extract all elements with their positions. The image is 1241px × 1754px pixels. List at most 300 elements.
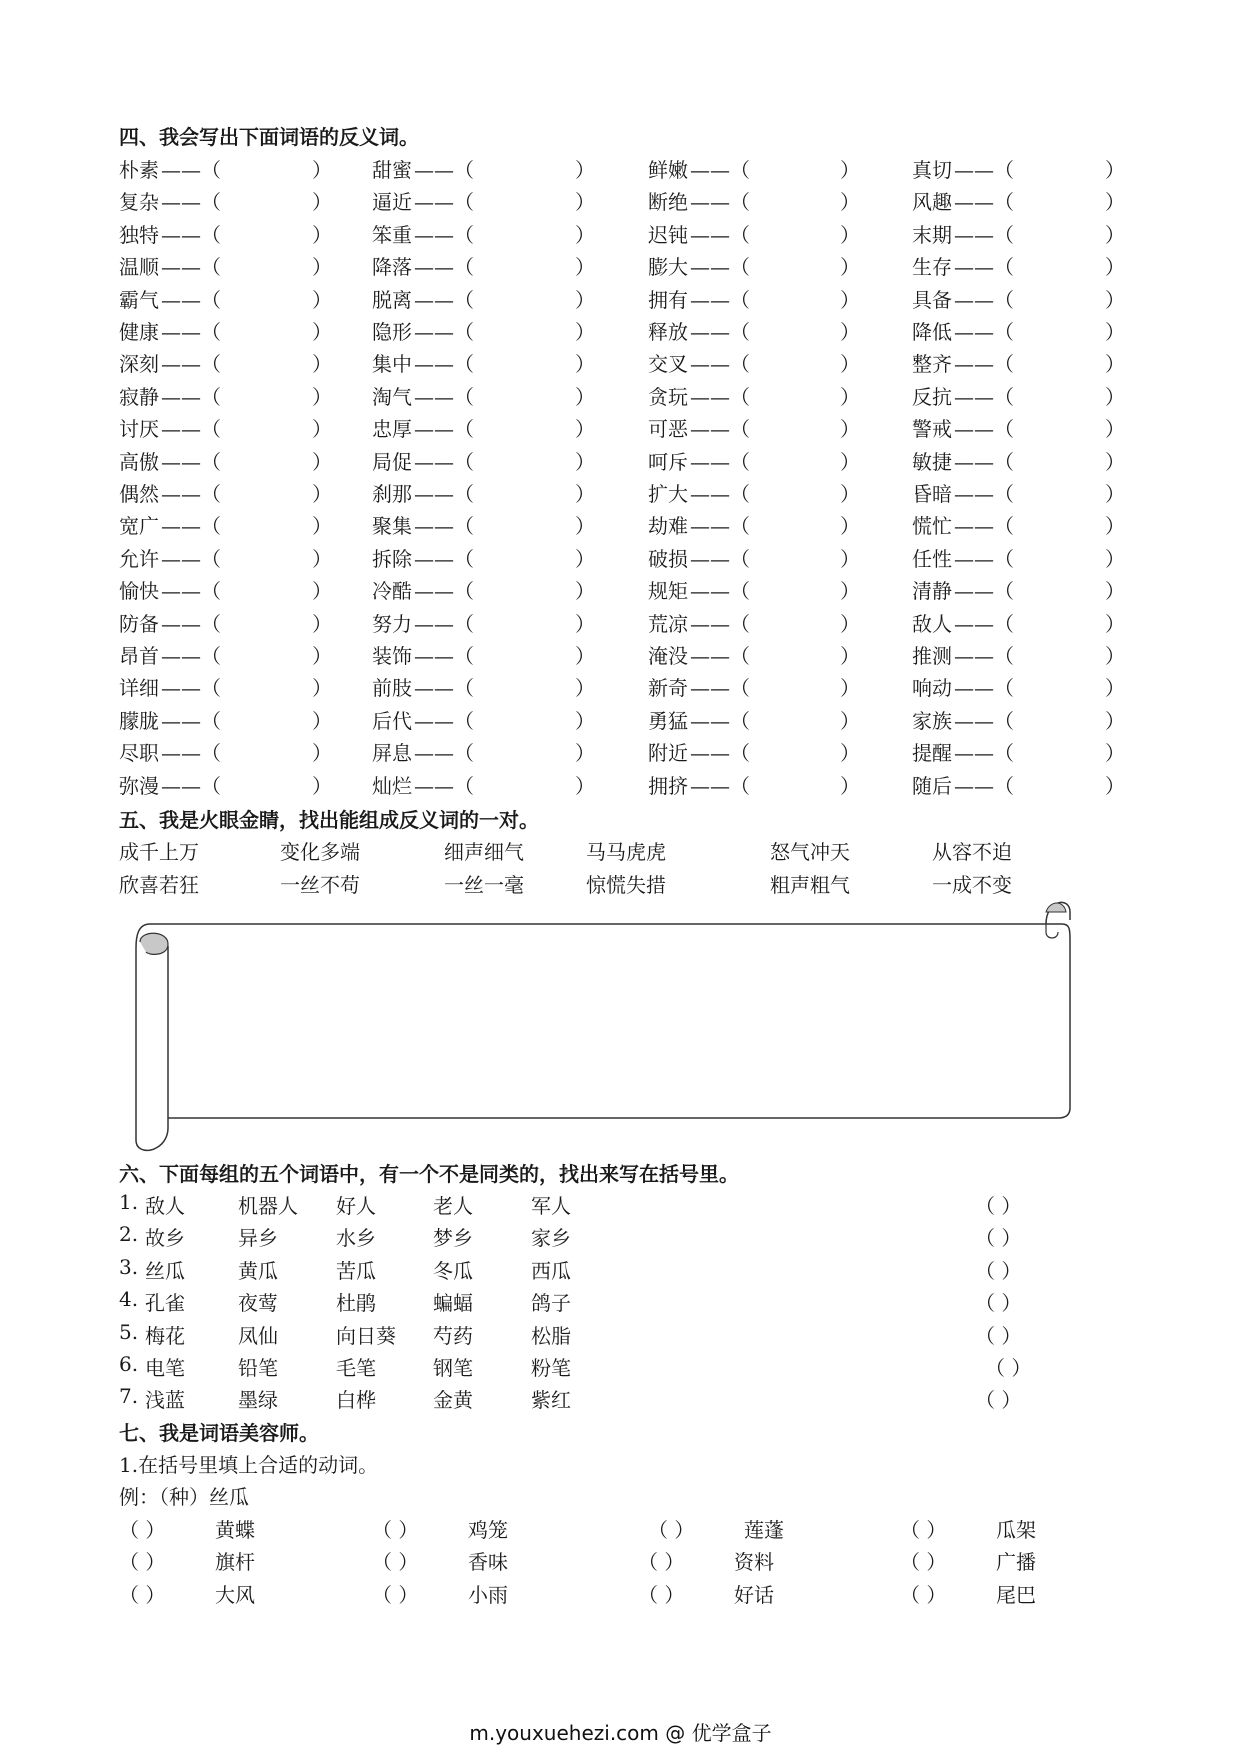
noun-word: 香味 [468, 1550, 508, 1575]
group-word: 芍药 [433, 1323, 473, 1348]
antonym-word: 敌人 [912, 611, 952, 636]
antonym-blank-close: ） [312, 708, 332, 733]
group-word: 向日葵 [336, 1323, 396, 1348]
verb-blank[interactable]: （ ） [900, 1518, 947, 1542]
group-number: 4. [119, 1287, 139, 1312]
antonym-word: 独特 [119, 222, 159, 247]
antonym-word: 昏暗 [912, 482, 952, 506]
antonym-blank-close: ） [1105, 676, 1125, 701]
antonym-blank-open[interactable]: ——（ [161, 158, 221, 182]
antonym-word: 拆除 [372, 546, 412, 571]
antonym-word: 愉快 [119, 579, 159, 604]
antonym-blank-open[interactable]: ——（ [414, 255, 474, 280]
antonym-blank-open[interactable]: ——（ [690, 773, 750, 798]
antonym-blank-close: ） [1105, 222, 1125, 247]
idiom-word[interactable]: 从容不迫 [932, 840, 1012, 864]
antonym-word: 集中 [372, 352, 412, 377]
antonym-blank-open[interactable]: ——（ [161, 320, 221, 344]
group-word: 电笔 [145, 1356, 185, 1380]
antonym-blank-close: ） [840, 514, 860, 539]
antonym-word: 反抗 [912, 384, 952, 409]
antonym-word: 整齐 [912, 352, 952, 377]
antonym-blank-close: ） [1105, 773, 1125, 798]
antonym-word: 淘气 [372, 384, 412, 409]
antonym-blank-open[interactable]: ——（ [161, 546, 221, 571]
group-word: 水乡 [336, 1226, 376, 1251]
verb-blank[interactable]: （ ） [638, 1550, 685, 1575]
footer-source: m.youxuehezi.com @ 优学盒子 [469, 1721, 772, 1745]
antonym-word: 讨厌 [119, 417, 159, 442]
idiom-word[interactable]: 马马虎虎 [586, 840, 666, 864]
group-word: 军人 [531, 1194, 571, 1218]
antonym-blank-open[interactable]: ——（ [954, 449, 1014, 474]
antonym-blank-open[interactable]: ——（ [161, 676, 221, 701]
group-word: 毛笔 [336, 1356, 376, 1380]
antonym-blank-close: ） [840, 255, 860, 280]
antonym-blank-close: ） [840, 546, 860, 571]
antonym-blank-open[interactable]: ——（ [690, 287, 750, 312]
section7-title: 七、我是词语美容师。 [119, 1421, 319, 1445]
idiom-word[interactable]: 怒气冲天 [770, 840, 850, 864]
antonym-word: 呵斥 [648, 449, 688, 474]
verb-blank[interactable]: （ ） [119, 1518, 166, 1542]
section7-example: 例：（种）丝瓜 [119, 1485, 249, 1509]
antonym-blank-close: ） [1105, 482, 1125, 506]
antonym-blank-open[interactable]: ——（ [414, 222, 474, 247]
antonym-blank-open[interactable]: ——（ [690, 417, 750, 442]
verb-blank[interactable]: （ ） [900, 1582, 947, 1607]
antonym-blank-open[interactable]: ——（ [690, 482, 750, 506]
antonym-blank-close: ） [1105, 546, 1125, 571]
antonym-blank-open[interactable]: ——（ [161, 255, 221, 280]
antonym-word: 破损 [648, 546, 688, 571]
antonym-blank-open[interactable]: ——（ [954, 579, 1014, 604]
antonym-blank-close: ） [840, 352, 860, 377]
antonym-word: 降落 [372, 255, 412, 280]
section4-title: 四、我会写出下面词语的反义词。 [119, 125, 419, 149]
antonym-blank-close: ） [312, 255, 332, 280]
section5-title: 五、我是火眼金睛，找出能组成反义词的一对。 [119, 808, 539, 832]
antonym-blank-close: ） [840, 708, 860, 733]
antonym-word: 新奇 [648, 676, 688, 701]
antonym-blank-open[interactable]: ——（ [414, 676, 474, 701]
verb-blank[interactable]: （ ） [648, 1518, 695, 1542]
antonym-word: 允许 [119, 546, 159, 571]
antonym-blank-close: ） [840, 611, 860, 636]
noun-word: 资料 [734, 1550, 774, 1575]
antonym-word: 拥有 [648, 287, 688, 312]
antonym-blank-close: ） [575, 158, 595, 182]
group-word: 蝙蝠 [433, 1291, 473, 1316]
antonym-blank-close: ） [575, 741, 595, 766]
antonym-blank-open[interactable]: ——（ [161, 514, 221, 539]
antonym-blank-open[interactable]: ——（ [690, 158, 750, 182]
idiom-word[interactable]: 一丝一毫 [444, 873, 524, 897]
antonym-blank-close: ） [840, 158, 860, 182]
antonym-word: 朴素 [119, 158, 159, 182]
idiom-word[interactable]: 成千上万 [119, 840, 199, 864]
group-word: 铅笔 [238, 1356, 278, 1380]
group-word: 西瓜 [531, 1258, 571, 1283]
group-word: 苦瓜 [336, 1258, 376, 1283]
antonym-blank-close: ） [840, 449, 860, 474]
group-word: 梅花 [145, 1323, 185, 1348]
antonym-blank-open[interactable]: ——（ [414, 708, 474, 733]
antonym-word: 前肢 [372, 676, 412, 701]
antonym-blank-open[interactable]: ——（ [954, 287, 1014, 312]
antonym-blank-close: ） [312, 773, 332, 798]
antonym-blank-open[interactable]: ——（ [690, 644, 750, 668]
antonym-word: 劫难 [648, 514, 688, 539]
antonym-blank-open[interactable]: ——（ [954, 222, 1014, 247]
antonym-word: 刹那 [372, 482, 412, 506]
antonym-word: 后代 [372, 708, 412, 733]
verb-blank[interactable]: （ ） [372, 1582, 419, 1607]
antonym-word: 末期 [912, 222, 952, 247]
antonym-blank-open[interactable]: ——（ [414, 417, 474, 442]
antonym-blank-close: ） [575, 352, 595, 377]
group-number: 7. [119, 1384, 139, 1409]
antonym-blank-open[interactable]: ——（ [161, 287, 221, 312]
antonym-word: 响动 [912, 676, 952, 701]
antonym-blank-open[interactable]: ——（ [690, 546, 750, 571]
group-word: 金黄 [433, 1388, 473, 1413]
antonym-word: 具备 [912, 287, 952, 312]
group-word: 丝瓜 [145, 1258, 185, 1283]
antonym-word: 朦胧 [119, 708, 159, 733]
antonym-blank-open[interactable]: ——（ [954, 546, 1014, 571]
group-word: 冬瓜 [433, 1258, 473, 1283]
antonym-blank-open[interactable]: ——（ [414, 320, 474, 344]
antonym-blank-close: ） [1105, 255, 1125, 280]
idiom-word[interactable]: 一丝不苟 [280, 873, 360, 897]
scroll-body [150, 924, 1070, 1118]
antonym-blank-close: ） [1105, 384, 1125, 409]
antonym-blank-open[interactable]: ——（ [690, 255, 750, 280]
antonym-word: 隐形 [372, 320, 412, 344]
group-word: 机器人 [238, 1194, 298, 1218]
antonym-blank-open[interactable]: ——（ [161, 482, 221, 506]
group-number: 5. [119, 1319, 139, 1344]
antonym-blank-close: ） [1105, 352, 1125, 377]
antonym-word: 局促 [372, 449, 412, 474]
antonym-blank-open[interactable]: ——（ [161, 352, 221, 377]
antonym-blank-open[interactable]: ——（ [414, 741, 474, 766]
idiom-word[interactable]: 一成不变 [932, 873, 1012, 897]
antonym-blank-open[interactable]: ——（ [954, 514, 1014, 539]
antonym-blank-close: ） [575, 417, 595, 442]
antonym-blank-close: ） [575, 222, 595, 247]
idiom-word[interactable]: 欣喜若狂 [119, 873, 199, 897]
antonym-blank-close: ） [1105, 708, 1125, 733]
antonym-blank-open[interactable]: ——（ [161, 222, 221, 247]
antonym-blank-open[interactable]: ——（ [690, 708, 750, 733]
antonym-blank-open[interactable]: ——（ [414, 449, 474, 474]
idiom-word[interactable]: 变化多端 [280, 840, 360, 864]
noun-word: 鸡笼 [468, 1518, 508, 1542]
antonym-blank-close: ） [312, 644, 332, 668]
noun-word: 小雨 [468, 1582, 508, 1607]
antonym-blank-open[interactable]: ——（ [161, 190, 221, 215]
answer-blank[interactable]: （ ） [975, 1194, 1022, 1218]
antonym-blank-open[interactable]: ——（ [414, 773, 474, 798]
antonym-word: 警戒 [912, 417, 952, 442]
antonym-blank-open[interactable]: ——（ [690, 384, 750, 409]
antonym-word: 生存 [912, 255, 952, 280]
antonym-blank-close: ） [1105, 417, 1125, 442]
antonym-word: 冷酷 [372, 579, 412, 604]
antonym-blank-close: ） [840, 676, 860, 701]
group-number: 1. [119, 1190, 139, 1214]
group-word: 凤仙 [238, 1323, 278, 1348]
noun-word: 好话 [734, 1582, 774, 1607]
antonym-word: 荒凉 [648, 611, 688, 636]
antonym-blank-close: ） [575, 190, 595, 215]
group-number: 6. [119, 1352, 139, 1376]
antonym-blank-close: ） [575, 579, 595, 604]
antonym-blank-open[interactable]: ——（ [954, 384, 1014, 409]
antonym-blank-open[interactable]: ——（ [161, 417, 221, 442]
idiom-word[interactable]: 细声细气 [444, 840, 524, 864]
antonym-blank-open[interactable]: ——（ [414, 384, 474, 409]
antonym-word: 忠厚 [372, 417, 412, 442]
group-word: 松脂 [531, 1323, 571, 1348]
antonym-word: 风趣 [912, 190, 952, 215]
antonym-word: 家族 [912, 708, 952, 733]
antonym-word: 深刻 [119, 352, 159, 377]
antonym-word: 脱离 [372, 287, 412, 312]
antonym-word: 降低 [912, 320, 952, 344]
antonym-blank-open[interactable]: ——（ [690, 222, 750, 247]
group-word: 梦乡 [433, 1226, 473, 1251]
antonym-blank-open[interactable]: ——（ [954, 417, 1014, 442]
antonym-blank-open[interactable]: ——（ [161, 773, 221, 798]
group-word: 粉笔 [531, 1356, 571, 1380]
antonym-blank-close: ） [840, 417, 860, 442]
antonym-blank-open[interactable]: ——（ [690, 449, 750, 474]
antonym-blank-close: ） [312, 482, 332, 506]
antonym-word: 详细 [119, 676, 159, 701]
antonym-blank-open[interactable]: ——（ [414, 514, 474, 539]
antonym-blank-open[interactable]: ——（ [690, 190, 750, 215]
antonym-blank-open[interactable]: ——（ [414, 158, 474, 182]
antonym-blank-open[interactable]: ——（ [690, 514, 750, 539]
verb-blank[interactable]: （ ） [372, 1518, 419, 1542]
antonym-blank-open[interactable]: ——（ [954, 255, 1014, 280]
group-word: 异乡 [238, 1226, 278, 1251]
antonym-blank-close: ） [575, 676, 595, 701]
group-word: 杜鹃 [336, 1291, 376, 1316]
antonym-word: 逼近 [372, 190, 412, 215]
group-word: 墨绿 [238, 1388, 278, 1413]
group-word: 敌人 [145, 1194, 185, 1218]
antonym-word: 勇猛 [648, 708, 688, 733]
antonym-blank-close: ） [575, 644, 595, 668]
antonym-blank-close: ） [840, 644, 860, 668]
antonym-blank-close: ） [1105, 611, 1125, 636]
antonym-blank-open[interactable]: ——（ [954, 482, 1014, 506]
group-number: 3. [119, 1254, 139, 1279]
answer-blank[interactable]: （ ） [975, 1388, 1022, 1413]
verb-blank[interactable]: （ ） [119, 1582, 166, 1607]
answer-blank[interactable]: （ ） [975, 1226, 1022, 1251]
antonym-word: 昂首 [119, 644, 159, 668]
antonym-word: 尽职 [119, 741, 159, 766]
noun-word: 大风 [215, 1582, 255, 1607]
antonym-blank-open[interactable]: ——（ [954, 190, 1014, 215]
antonym-word: 迟钝 [648, 222, 688, 247]
scroll-left-curl-shade [140, 933, 168, 954]
antonym-blank-open[interactable]: ——（ [690, 320, 750, 344]
antonym-word: 霸气 [119, 287, 159, 312]
antonym-blank-open[interactable]: ——（ [954, 158, 1014, 182]
antonym-blank-close: ） [312, 417, 332, 442]
antonym-blank-close: ） [1105, 287, 1125, 312]
antonym-word: 甜蜜 [372, 158, 412, 182]
antonym-word: 贪玩 [648, 384, 688, 409]
antonym-blank-close: ） [1105, 514, 1125, 539]
antonym-word: 任性 [912, 546, 952, 571]
antonym-blank-close: ） [312, 579, 332, 604]
antonym-word: 释放 [648, 320, 688, 344]
antonym-blank-close: ） [840, 222, 860, 247]
antonym-blank-close: ） [312, 158, 332, 182]
antonym-word: 规矩 [648, 579, 688, 604]
group-word: 好人 [336, 1194, 376, 1218]
antonym-blank-open[interactable]: ——（ [690, 611, 750, 636]
antonym-blank-close: ） [575, 546, 595, 571]
antonym-blank-close: ） [575, 287, 595, 312]
antonym-word: 寂静 [119, 384, 159, 409]
antonym-blank-open[interactable]: ——（ [161, 708, 221, 733]
noun-word: 莲蓬 [744, 1518, 784, 1542]
antonym-word: 膨大 [648, 255, 688, 280]
antonym-word: 聚集 [372, 514, 412, 539]
antonym-word: 真切 [912, 158, 952, 182]
antonym-blank-close: ） [1105, 190, 1125, 215]
antonym-word: 高傲 [119, 449, 159, 474]
antonym-blank-close: ） [575, 320, 595, 344]
antonym-word: 扩大 [648, 482, 688, 506]
antonym-blank-close: ） [840, 320, 860, 344]
antonym-blank-close: ） [1105, 158, 1125, 182]
antonym-blank-close: ） [575, 773, 595, 798]
antonym-blank-close: ） [312, 320, 332, 344]
antonym-blank-open[interactable]: ——（ [690, 579, 750, 604]
antonym-blank-open[interactable]: ——（ [414, 644, 474, 668]
antonym-blank-close: ） [1105, 741, 1125, 766]
verb-blank[interactable]: （ ） [638, 1582, 685, 1607]
antonym-blank-open[interactable]: ——（ [414, 190, 474, 215]
group-word: 白桦 [336, 1388, 376, 1413]
antonym-blank-close: ） [575, 708, 595, 733]
answer-blank[interactable]: （ ） [975, 1323, 1022, 1348]
group-word: 夜莺 [238, 1291, 278, 1316]
antonym-blank-open[interactable]: ——（ [954, 676, 1014, 701]
antonym-word: 附近 [648, 741, 688, 766]
antonym-word: 推测 [912, 644, 952, 668]
antonym-blank-open[interactable]: ——（ [161, 449, 221, 474]
scroll-left-roll [136, 924, 168, 1150]
antonym-word: 装饰 [372, 644, 412, 668]
antonym-word: 提醒 [912, 741, 952, 766]
scroll-top-curl-shade [1046, 903, 1066, 912]
antonym-word: 慌忙 [912, 514, 952, 539]
group-number: 2. [119, 1222, 139, 1247]
antonym-blank-open[interactable]: ——（ [954, 644, 1014, 668]
antonym-blank-open[interactable]: ——（ [690, 676, 750, 701]
group-word: 老人 [433, 1194, 473, 1218]
verb-blank[interactable]: （ ） [119, 1550, 166, 1575]
antonym-word: 交叉 [648, 352, 688, 377]
antonym-blank-close: ） [840, 190, 860, 215]
antonym-word: 努力 [372, 611, 412, 636]
antonym-word: 可恶 [648, 417, 688, 442]
antonym-blank-open[interactable]: ——（ [161, 611, 221, 636]
group-word: 钢笔 [433, 1356, 473, 1380]
antonym-blank-close: ） [312, 741, 332, 766]
antonym-blank-close: ） [575, 514, 595, 539]
antonym-word: 清静 [912, 579, 952, 604]
antonym-blank-open[interactable]: ——（ [161, 579, 221, 604]
antonym-word: 敏捷 [912, 449, 952, 474]
answer-blank[interactable]: （ ） [975, 1258, 1022, 1283]
antonym-word: 随后 [912, 773, 952, 798]
antonym-blank-open[interactable]: ——（ [414, 579, 474, 604]
antonym-word: 宽广 [119, 514, 159, 539]
antonym-blank-open[interactable]: ——（ [414, 546, 474, 571]
antonym-blank-close: ） [840, 741, 860, 766]
group-word: 鸽子 [531, 1291, 571, 1316]
antonym-blank-open[interactable]: ——（ [954, 741, 1014, 766]
antonym-word: 温顺 [119, 255, 159, 280]
antonym-blank-close: ） [312, 449, 332, 474]
antonym-blank-open[interactable]: ——（ [161, 384, 221, 409]
antonym-blank-close: ） [312, 190, 332, 215]
answer-blank[interactable]: （ ） [985, 1356, 1032, 1380]
antonym-blank-open[interactable]: ——（ [954, 611, 1014, 636]
noun-word: 广播 [996, 1550, 1036, 1575]
antonym-blank-close: ） [840, 482, 860, 506]
antonym-blank-open[interactable]: ——（ [414, 482, 474, 506]
noun-word: 黄蝶 [215, 1518, 255, 1542]
antonym-blank-open[interactable]: ——（ [954, 708, 1014, 733]
antonym-blank-open[interactable]: ——（ [414, 287, 474, 312]
antonym-blank-open[interactable]: ——（ [414, 611, 474, 636]
verb-blank[interactable]: （ ） [900, 1550, 947, 1575]
antonym-word: 拥挤 [648, 773, 688, 798]
antonym-blank-open[interactable]: ——（ [690, 741, 750, 766]
antonym-blank-open[interactable]: ——（ [161, 741, 221, 766]
antonym-blank-close: ） [1105, 449, 1125, 474]
antonym-blank-close: ） [312, 352, 332, 377]
answer-blank[interactable]: （ ） [975, 1291, 1022, 1316]
antonym-blank-open[interactable]: ——（ [954, 320, 1014, 344]
antonym-blank-open[interactable]: ——（ [690, 352, 750, 377]
idiom-word[interactable]: 惊慌失措 [586, 873, 666, 897]
antonym-blank-close: ） [840, 773, 860, 798]
antonym-blank-open[interactable]: ——（ [954, 773, 1014, 798]
noun-word: 旗杆 [215, 1550, 255, 1575]
idiom-word[interactable]: 粗声粗气 [770, 873, 850, 897]
group-word: 家乡 [531, 1226, 571, 1251]
verb-blank[interactable]: （ ） [372, 1550, 419, 1575]
antonym-blank-close: ） [575, 611, 595, 636]
group-word: 浅蓝 [145, 1388, 185, 1413]
antonym-blank-open[interactable]: ——（ [414, 352, 474, 377]
antonym-blank-open[interactable]: ——（ [954, 352, 1014, 377]
antonym-blank-open[interactable]: ——（ [161, 644, 221, 668]
